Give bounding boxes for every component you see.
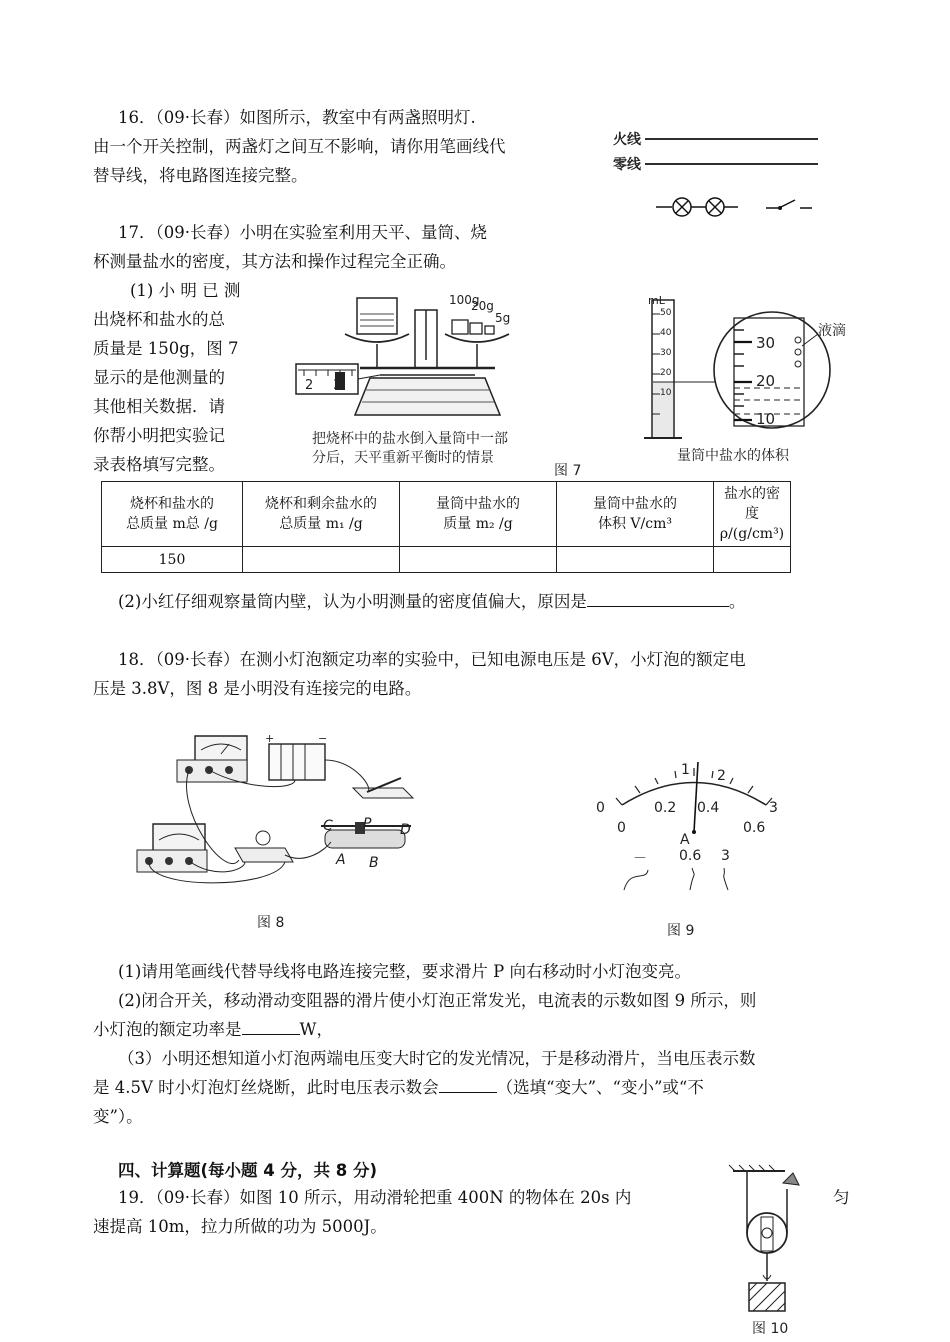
balance-figure bbox=[290, 290, 530, 425]
q17-p1-l3: 质量是 150g，图 7 bbox=[93, 339, 239, 358]
record-table bbox=[101, 481, 791, 573]
table-cell-density[interactable] bbox=[714, 547, 791, 573]
svg-text:−: − bbox=[318, 732, 328, 745]
zoom-tick-10: 10 bbox=[756, 410, 776, 428]
cyl-tick-50: 50 bbox=[660, 308, 672, 318]
q17-p1-l7: 录表格填写完整。 bbox=[93, 455, 225, 474]
q17-p1-l2: 出烧杯和盐水的总 bbox=[93, 310, 225, 329]
rheo-label-D: D bbox=[400, 822, 411, 838]
table-cell-cylinder-mass[interactable] bbox=[400, 547, 557, 573]
q18-p2-l1: (2)闭合开关，移动滑动变阻器的滑片使小灯泡正常发光，电流表的示数如图 9 所示，则 bbox=[118, 991, 757, 1010]
fig10-label: 图 10 bbox=[752, 1321, 789, 1337]
zoom-tick-30: 30 bbox=[756, 334, 776, 352]
ammeter-top-3: 3 bbox=[769, 800, 778, 816]
rheo-label-P: P bbox=[363, 816, 372, 832]
cylinder-unit: mL bbox=[648, 294, 665, 307]
table-cell-total-mass: 150 bbox=[102, 547, 243, 573]
table-cell-volume[interactable] bbox=[557, 547, 714, 573]
ammeter-top-2: 2 bbox=[717, 768, 726, 784]
cyl-tick-40: 40 bbox=[660, 328, 672, 338]
fig9-label: 图 9 bbox=[667, 923, 695, 939]
q18-p2-l2: 小灯泡的额定功率是 W， bbox=[93, 1015, 333, 1044]
table-header-cell: 量筒中盐水的 质量 m₂ /g bbox=[400, 482, 557, 547]
droplet-label: 液滴 bbox=[818, 323, 846, 339]
table-header-row bbox=[102, 482, 791, 547]
q16-circuit-figure bbox=[640, 128, 830, 223]
weight-20g: 20g bbox=[471, 299, 494, 313]
table-row bbox=[102, 547, 791, 573]
ammeter-top-1: 1 bbox=[681, 762, 690, 778]
q17-p2: (2)小红仔细观察量筒内壁，认为小明测量的密度值偏大，原因是 。 bbox=[118, 587, 745, 616]
cylinder-caption: 量筒中盐水的体积 bbox=[677, 448, 789, 464]
q17-line1: 17．（09·长春）小明在实验室利用天平、量筒、烧 bbox=[118, 223, 487, 242]
terminal-0.6: 0.6 bbox=[679, 848, 702, 864]
q16-line1: 16．（09·长春）如图所示，教室中有两盏照明灯. bbox=[118, 108, 476, 127]
balance-caption-2: 分后，天平重新平衡时的情景 bbox=[312, 450, 494, 466]
q18-line1: 18．（09·长春）在测小灯泡额定功率的实验中，已知电源电压是 6V，小灯泡的额定电 bbox=[118, 650, 746, 669]
q19-line1: 19．（09·长春）如图 10 所示，用动滑轮把重 400N 的物体在 20s 内 bbox=[118, 1188, 632, 1207]
q17-line2: 杯测量盐水的密度，其方法和操作过程完全正确。 bbox=[93, 252, 456, 271]
ammeter-bottom-0.4: 0.4 bbox=[697, 800, 720, 816]
q18-line2: 压是 3.8V，图 8 是小明没有连接完的电路。 bbox=[93, 679, 422, 698]
rheo-label-B: B bbox=[369, 855, 379, 871]
ammeter-bottom-0: 0 bbox=[617, 820, 626, 836]
q18-p3-l2: 是 4.5V 时小灯泡灯丝烧断，此时电压表示数会 （选填“变大”、“变小”或“不 bbox=[93, 1073, 704, 1102]
svg-text:+: + bbox=[265, 732, 275, 745]
scale-2: 2 bbox=[305, 378, 314, 393]
live-wire-label: 火线 bbox=[613, 132, 641, 148]
ammeter-bottom-0.6: 0.6 bbox=[743, 820, 766, 836]
q17-p1-l5: 其他相关数据．请 bbox=[93, 397, 225, 416]
q18-p3-l3: 变”）。 bbox=[93, 1107, 143, 1126]
q16-line3: 替导线，将电路图连接完整。 bbox=[93, 166, 308, 185]
answer-blank[interactable] bbox=[587, 588, 729, 607]
ammeter-unit-A: A bbox=[680, 832, 690, 848]
rheo-label-A: A bbox=[336, 852, 346, 868]
ammeter-top-0: 0 bbox=[596, 800, 605, 816]
fig7-label: 图 7 bbox=[554, 463, 582, 479]
q16-line2: 由一个开关控制，两盏灯之间互不影响，请你用笔画线代 bbox=[93, 137, 506, 156]
balance-caption-1: 把烧杯中的盐水倒入量筒中一部 bbox=[312, 431, 508, 447]
section-heading: 四、计算题(每小题 4 分，共 8 分) bbox=[118, 1161, 378, 1180]
terminal-3: 3 bbox=[721, 848, 730, 864]
q18-p1: (1)请用笔画线代替导线将电路连接完整，要求滑片 P 向右移动时小灯泡变亮。 bbox=[118, 962, 691, 981]
table-header-cell: 盐水的密度 ρ/(g/cm³) bbox=[714, 482, 791, 547]
cyl-tick-20: 20 bbox=[660, 368, 672, 378]
scale-3: 3 bbox=[333, 378, 342, 393]
table-cell-remaining-mass[interactable] bbox=[243, 547, 400, 573]
weight-100g: 100g bbox=[449, 293, 480, 307]
q17-p1-l4: 显示的是他测量的 bbox=[93, 368, 225, 387]
q17-p1-l1: (1) 小 明 已 测 bbox=[130, 281, 241, 300]
q19-line1-end: 匀 bbox=[833, 1188, 850, 1207]
table-header-cell: 烧杯和剩余盐水的 总质量 m₁ /g bbox=[243, 482, 400, 547]
power-blank[interactable] bbox=[242, 1016, 300, 1035]
weight-5g: 5g bbox=[495, 311, 511, 325]
fig8-label: 图 8 bbox=[257, 915, 285, 931]
cyl-tick-10: 10 bbox=[660, 388, 672, 398]
fig10-pulley bbox=[725, 1163, 815, 1323]
q17-p1-l6: 你帮小明把实验记 bbox=[93, 426, 225, 445]
voltage-blank[interactable] bbox=[439, 1074, 497, 1093]
cyl-tick-30: 30 bbox=[660, 348, 672, 358]
q18-p3-l1: （3）小明还想知道小灯泡两端电压变大时它的发光情况，于是移动滑片，当电压表示数 bbox=[118, 1049, 756, 1068]
fig8-circuit bbox=[135, 730, 435, 900]
graduated-cylinder-figure bbox=[640, 290, 850, 450]
terminal-minus: － bbox=[633, 851, 647, 867]
rheo-label-C: C bbox=[323, 818, 333, 834]
table-header-cell: 量筒中盐水的 体积 V/cm³ bbox=[557, 482, 714, 547]
q19-line2: 速提高 10m，拉力所做的功为 5000J。 bbox=[93, 1217, 387, 1236]
neutral-wire-label: 零线 bbox=[613, 157, 641, 173]
table-header-cell: 烧杯和盐水的 总质量 m总 /g bbox=[102, 482, 243, 547]
ammeter-bottom-0.2: 0.2 bbox=[654, 800, 677, 816]
zoom-tick-20: 20 bbox=[756, 372, 776, 390]
